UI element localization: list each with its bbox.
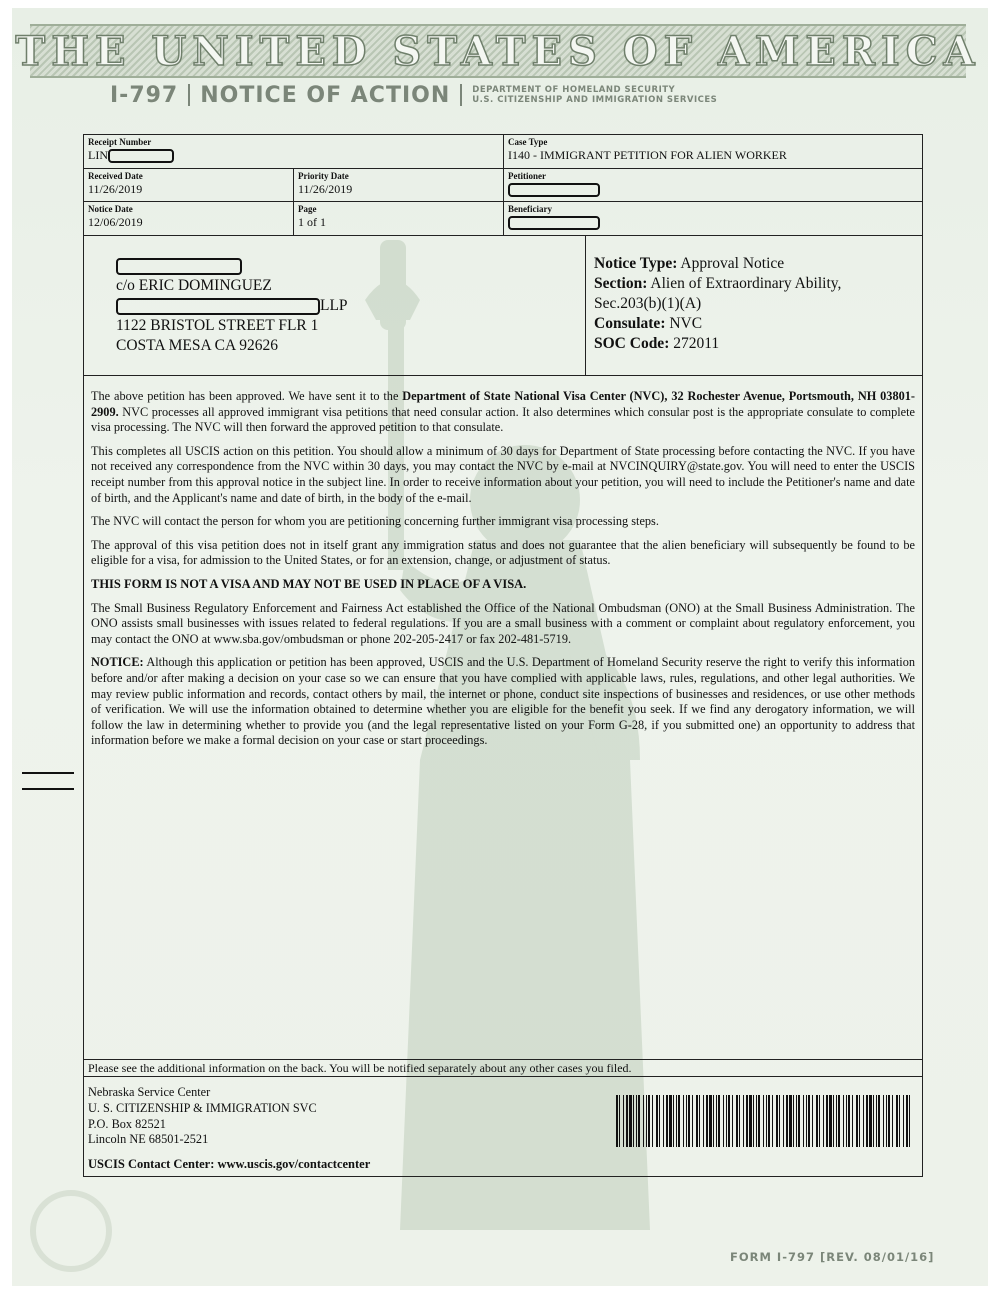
barcode-bar [718, 1095, 720, 1147]
notice-details-block [586, 236, 922, 376]
barcode-bar [763, 1095, 764, 1147]
received-date-label: Received Date [88, 171, 143, 181]
barcode-bar [856, 1095, 858, 1147]
barcode-bar [798, 1095, 800, 1147]
barcode-bar [652, 1095, 653, 1147]
title-separator [188, 84, 190, 106]
barcode-bar [706, 1095, 708, 1147]
paragraph: The NVC will contact the person for whom you are petitioning concerning further immigrant visa processing steps. [91, 514, 659, 529]
barcode-bar [683, 1095, 684, 1147]
notice-type-value: Approval Notice [680, 255, 785, 272]
receipt-number-label: Receipt Number [88, 137, 152, 147]
barcode-bar [836, 1095, 837, 1147]
barcode-bar [899, 1095, 900, 1147]
barcode-bar [673, 1095, 674, 1147]
barcode-bar [756, 1095, 757, 1147]
barcode-bar [643, 1095, 644, 1147]
redaction-box [108, 149, 174, 163]
barcode-bar [772, 1095, 773, 1147]
barcode-bar [736, 1095, 738, 1147]
petitioner-label: Petitioner [508, 171, 546, 181]
barcode-bar [626, 1095, 628, 1147]
address-line: 1122 BRISTOL STREET FLR 1 [116, 317, 319, 334]
service-center-line: Lincoln NE 68501-2521 [88, 1132, 209, 1147]
paragraph-text: The above petition has been approved. We have sent it to the [91, 389, 403, 403]
mailing-address [116, 256, 348, 356]
barcode-bar [823, 1095, 824, 1147]
barcode-bar [846, 1095, 847, 1147]
barcode-bar [716, 1095, 717, 1147]
soc-code-value: 272011 [673, 335, 720, 352]
section-label: Section: [594, 275, 648, 292]
barcode-bar [863, 1095, 864, 1147]
paragraph [91, 389, 915, 436]
notice-body [91, 389, 915, 757]
dept-line-2: U.S. CITIZENSHIP AND IMMIGRATION SERVICES [472, 95, 718, 105]
redaction-box [116, 258, 242, 275]
contact-center: USCIS Contact Center: www.uscis.gov/contactcenter [88, 1157, 371, 1171]
received-date-value: 11/26/2019 [88, 182, 143, 196]
service-center-address [88, 1085, 317, 1148]
barcode-bar [623, 1095, 624, 1147]
barcode-bar [873, 1095, 874, 1147]
notice-details [594, 254, 841, 354]
barcode-bar [803, 1095, 804, 1147]
barcode-bar [838, 1095, 840, 1147]
barcode-bar [659, 1095, 660, 1147]
section-value-2: Sec.203(b)(1)(A) [594, 295, 702, 312]
barcode-bar [883, 1095, 884, 1147]
barcode-bar [728, 1095, 730, 1147]
barcode-bar [723, 1095, 724, 1147]
barcode-bar [829, 1095, 832, 1147]
barcode-bar [909, 1095, 910, 1147]
service-center-line: U. S. CITIZENSHIP & IMMIGRATION SVC [88, 1100, 317, 1115]
barcode-bar [812, 1095, 813, 1147]
visa-disclaimer: THIS FORM IS NOT A VISA AND MAY NOT BE USED IN PLACE OF A VISA. [91, 576, 527, 591]
barcode-bar [826, 1095, 828, 1147]
back-note: Please see the additional information on the back. You will be notified separately about any other cases you filed. [84, 1059, 922, 1077]
address-line: LLP [320, 297, 348, 314]
address-line: c/o ERIC DOMINGUEZ [116, 277, 272, 294]
barcode-bar [732, 1095, 733, 1147]
barcode-bar [678, 1095, 680, 1147]
page-cell [294, 202, 504, 236]
barcode-bar [616, 1095, 618, 1147]
priority-date-value: 11/26/2019 [298, 182, 353, 196]
fold-marks [22, 772, 74, 804]
notice-form [83, 134, 923, 1177]
barcode-bar [648, 1095, 650, 1147]
barcode-bar [796, 1095, 797, 1147]
barcode-bar [886, 1095, 887, 1147]
case-type-cell [504, 135, 922, 169]
barcode-bar [843, 1095, 844, 1147]
barcode-bar [878, 1095, 880, 1147]
barcode-bar [629, 1095, 632, 1147]
receipt-number-cell [84, 135, 504, 169]
barcode [616, 1095, 910, 1147]
barcode-bar [739, 1095, 740, 1147]
page-label: Page [298, 204, 317, 214]
service-center-line: P.O. Box 82521 [88, 1116, 166, 1131]
fold-mark [22, 788, 74, 790]
barcode-bar [686, 1095, 687, 1147]
barcode-bar [709, 1095, 712, 1147]
paragraph: The approval of this visa petition does not in itself grant any immigration status and does not guarantee that the alien beneficiary will subsequently be found to be eligible for a visa, for admission to the United States, or for an extension, change, or adjustment of status. [91, 537, 915, 568]
form-revision: FORM I-797 [REV. 08/01/16] [730, 1250, 935, 1264]
header-grid [84, 135, 922, 236]
priority-date-cell [294, 169, 504, 202]
title-separator [460, 84, 462, 106]
barcode-bar [619, 1095, 620, 1147]
barcode-bar [726, 1095, 727, 1147]
barcode-bar [753, 1095, 754, 1147]
barcode-bar [656, 1095, 658, 1147]
notice-date-cell [84, 202, 294, 236]
section-value: Alien of Extraordinary Ability, [650, 275, 842, 292]
barcode-bar [906, 1095, 908, 1147]
barcode-bar [746, 1095, 748, 1147]
barcode-bar [768, 1095, 770, 1147]
paragraph: The Small Business Regulatory Enforcement and Fairness Act established the Office of the National Ombudsman (ONO) at the Small Business Administration. The ONO assists small businesses with issues related to federal regulations. If you are a small business with a comment or complaint about regulatory enforcement, you may contact the ONO at www.sba.gov/ombudsman or phone 202-205-2417 or fax 202-481-5719. [91, 600, 915, 646]
banner-text: THE UNITED STATES OF AMERICA [15, 27, 981, 75]
barcode-bar [669, 1095, 672, 1147]
notice-date-label: Notice Date [88, 204, 133, 214]
barcode-bar [819, 1095, 820, 1147]
barcode-bar [696, 1095, 698, 1147]
barcode-bar [852, 1095, 853, 1147]
notice-label: NOTICE: [91, 655, 144, 670]
barcode-bar [848, 1095, 850, 1147]
receipt-number-value: LIN [88, 148, 108, 162]
page-value: 1 of 1 [298, 215, 326, 229]
barcode-bar [869, 1095, 872, 1147]
barcode-bar [808, 1095, 810, 1147]
soc-code-label: SOC Code: [594, 335, 670, 352]
barcode-bar [703, 1095, 704, 1147]
petitioner-cell [504, 169, 922, 202]
barcode-bar [692, 1095, 693, 1147]
barcode-bar [666, 1095, 668, 1147]
banner [15, 24, 981, 78]
barcode-bar [699, 1095, 700, 1147]
barcode-bar [743, 1095, 744, 1147]
address-line: COSTA MESA CA 92626 [116, 337, 278, 354]
received-date-cell [84, 169, 294, 202]
seal-watermark [30, 1190, 112, 1272]
barcode-bar [896, 1095, 898, 1147]
barcode-bar [676, 1095, 677, 1147]
barcode-bar [663, 1095, 664, 1147]
barcode-bar [816, 1095, 818, 1147]
barcode-bar [859, 1095, 860, 1147]
paragraph: This completes all USCIS action on this petition. You should allow a minimum of 30 days for Department of State processing before contacting the NVC. If you have not received any correspondence from the NVC within 30 days, you may contact the NVC by e-mail at NVCINQUIRY@state.gov. You will need to enter the USCIS receipt number from this approval notice in the subject line. In order to receive information about your petition, you will need to include the Petitioner's name and date of birth, and the Applicant's name and date of birth, in the body of the e-mail. [91, 443, 915, 505]
beneficiary-label: Beneficiary [508, 204, 552, 214]
service-center-line: Nebraska Service Center [88, 1085, 211, 1099]
barcode-bar [786, 1095, 788, 1147]
form-title-text: NOTICE OF ACTION [200, 82, 451, 108]
barcode-bar [806, 1095, 807, 1147]
barcode-bar [776, 1095, 778, 1147]
barcode-bar [833, 1095, 834, 1147]
beneficiary-cell [504, 202, 922, 236]
barcode-bar [876, 1095, 877, 1147]
barcode-bar [688, 1095, 690, 1147]
barcode-bar [892, 1095, 893, 1147]
form-number: I-797 [110, 82, 179, 108]
department-name [472, 85, 717, 105]
case-type-label: Case Type [508, 137, 548, 147]
barcode-bar [789, 1095, 792, 1147]
paragraph-text: NVC processes all approved immigrant visa petitions that need consular action. It also determines which consular post is the appropriate consulate to complete visa processing. The NVC will then forward the approved petition to that consulate. [91, 404, 915, 435]
barcode-bar [638, 1095, 640, 1147]
barcode-bar [783, 1095, 784, 1147]
paragraph-text: Although this application or petition has been approved, USCIS and the U.S. Department of Homeland Security reserve the right to verify this information before and/or after making a decision on your case so we can ensure that you have complied with applicable laws, rules, regulations, and other legal authorities. We may review public information and records, contact others by mail, the internet or phone, conduct site inspections of businesses and residences, or use other methods of verification. We will use the information obtained to determine whether you are eligible for the benefit you seek. If we find any derogatory information, we will follow the law in determining whether to provide you (and the legal representative listed on your Form G-28, if you submitted one) an opportunity to address that information before we make a formal decision on your case or start proceedings. [91, 655, 915, 748]
consulate-value: NVC [669, 315, 703, 332]
barcode-bar [713, 1095, 714, 1147]
barcode-bar [646, 1095, 647, 1147]
mailing-address-block [84, 236, 586, 376]
dept-line-1: DEPARTMENT OF HOMELAND SECURITY [472, 85, 676, 95]
redaction-box [508, 183, 600, 197]
barcode-bar [793, 1095, 794, 1147]
barcode-bar [888, 1095, 890, 1147]
barcode-bar [633, 1095, 634, 1147]
case-type-value: I140 - IMMIGRANT PETITION FOR ALIEN WORKER [508, 148, 787, 162]
barcode-bar [766, 1095, 767, 1147]
redaction-box [116, 298, 320, 315]
fold-mark [22, 772, 74, 774]
barcode-bar [758, 1095, 760, 1147]
nvc-address: Department of State National Visa Center (NVC), 32 Rochester Avenue, Portsmouth, NH 03801-2909. [91, 389, 915, 419]
barcode-bar [903, 1095, 904, 1147]
barcode-bar [636, 1095, 637, 1147]
redaction-box [508, 216, 600, 230]
consulate-label: Consulate: [594, 315, 666, 332]
barcode-bar [749, 1095, 752, 1147]
notice-date-value: 12/06/2019 [88, 215, 143, 229]
priority-date-label: Priority Date [298, 171, 349, 181]
form-title [110, 80, 717, 110]
paragraph [91, 655, 915, 749]
notice-type-label: Notice Type: [594, 255, 678, 272]
barcode-bar [866, 1095, 868, 1147]
barcode-bar [779, 1095, 780, 1147]
